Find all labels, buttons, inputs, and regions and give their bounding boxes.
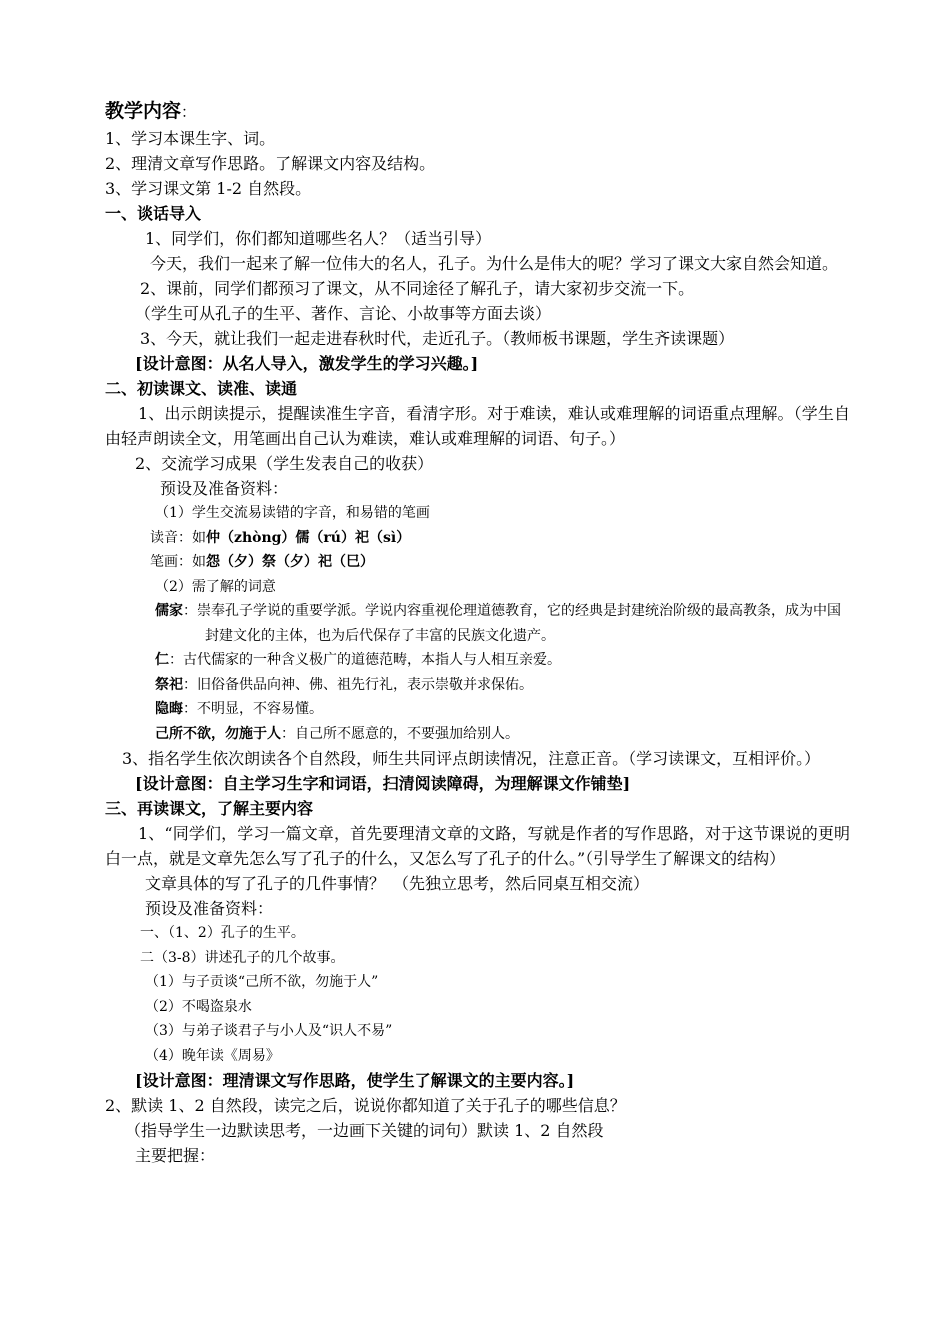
section-1-paragraph-4: （学生可从孔子的生平、著作、言论、小故事等方面去谈） [135,304,552,323]
heading-text: 教学内容 [105,100,182,122]
section-3-design-intent: [设计意图：理清课文写作思路，使学生了解课文的主要内容。] [135,1071,575,1090]
section-2-item-2: （2）需了解的词意 [155,578,276,595]
outline-item: （4）晚年读《周易》 [145,1047,280,1064]
outline-item: （1）与子贡谈“己所不欲，勿施于人” [145,974,379,990]
section-1-title: 一、谈话导入 [105,204,202,223]
term-definition: 不明显，不容易懂。 [197,701,323,717]
section-3-paragraph-5: 主要把握： [135,1146,216,1165]
term-entry [105,673,850,698]
objective-3: 3、学习课文第 1-2 自然段。 [105,179,312,198]
section-2-title: 二、初读课文、读准、读通 [105,379,298,398]
term-name: 儒家 [155,603,183,619]
term-entry [105,599,850,648]
reading-line [105,526,850,551]
reading-label: 读音：如 [150,529,206,546]
section-1-paragraph-5: 3、今天，就让我们一起走进春秋时代，走近孔子。（教师板书课题，学生齐读课题） [140,329,735,348]
section-3-paragraph-3: 2、默读 1、2 自然段，读完之后，说说你都知道了关于孔子的哪些信息？ [105,1096,626,1115]
term-definition: 自己所不愿意的，不要强加给别人。 [295,725,519,742]
term-definition: 崇奉孔子学说的重要学派。学说内容重视伦理道德教育，它的经典是封建统治阶级的最高教条，成为中国封建文化的主体，也为后代保存了丰富的民族文化遗产。 [197,603,841,644]
heading-colon: ： [181,103,197,121]
section-1-paragraph-2: 今天，我们一起来了解一位伟大的名人，孔子。为什么是伟大的呢？学习了课文大家自然会知道。 [150,254,839,273]
strokes-label: 笔画：如 [150,554,206,570]
section-3-paragraph-4: （指导学生一边默读思考，一边画下关键的词句）默读 1、2 自然段 [125,1121,604,1140]
outline-item: （3）与弟子谈君子与小人及“识人不易” [145,1023,393,1039]
term-entry [105,722,850,747]
term-separator: ： [281,725,295,742]
term-separator: ： [183,676,197,693]
section-2-paragraph-2: 2、交流学习成果（学生发表自己的收获） [135,454,434,473]
term-separator: ： [169,652,183,668]
document-body [105,98,850,1168]
section-1-design-intent: [设计意图：从名人导入，激发学生的学习兴趣。] [135,354,479,373]
objective-2: 2、理清文章写作思路。了解课文内容及结构。 [105,154,436,173]
section-2-item-1: （1）学生交流易读错的字音，和易错的笔画 [155,505,430,521]
section-3-paragraph-1: 1、“同学们，学习一篇文章，首先要理清文章的文路，写就是作者的写作思路，对于这节课说的更明白一点，就是文章先怎么写了孔子的什么，又怎么写了孔子的什么。”（引导学生了解课文的结构） [105,824,850,868]
document-heading [105,98,850,126]
section-2-prep-label: 预设及准备资料： [160,479,289,498]
outline-item: （2）不喝盗泉水 [145,998,252,1015]
term-entry [105,697,850,722]
section-2-design-intent: [设计意图：自主学习生字和词语，扫清阅读障碍，为理解课文作铺垫] [135,774,631,793]
term-name: 隐晦 [155,701,183,717]
section-3-paragraph-2: 文章具体的写了孔子的几件事情？ （先独立思考，然后同桌互相交流） [145,874,650,893]
term-entry [105,648,850,673]
section-3-title: 三、再读课文，了解主要内容 [105,799,314,818]
strokes-value: 怨（夕）祭（夕）祀（巳） [206,554,374,570]
objective-1: 1、学习本课生字、词。 [105,129,276,148]
term-name: 己所不欲，勿施于人 [155,725,281,742]
section-2-paragraph-3: 3、指名学生依次朗读各个自然段，师生共同评点朗读情况，注意正音。（学习读课文，互相评价。） [122,749,821,768]
section-2-paragraph-1: 1、出示朗读提示，提醒读准生字音，看清字形。对于难读，难认或难理解的词语重点理解。（学生自由轻声朗读全文，用笔画出自己认为难读，难认或难理解的词语、句子。） [105,404,850,448]
outline-item: 二（3-8）讲述孔子的几个故事。 [140,949,345,966]
term-definition: 古代儒家的一种含义极广的道德范畴，本指人与人相互亲爱。 [183,652,561,668]
outline-item: 一、（1、2）孔子的生平。 [140,925,305,941]
reading-value: 仲（zhòng）儒（rú）祀（sì） [206,529,411,546]
term-name: 仁 [155,652,169,668]
term-separator: ： [183,603,197,619]
term-name: 祭祀 [155,676,183,693]
strokes-line [105,550,850,575]
term-definition: 旧俗备供品向神、佛、祖先行礼，表示崇敬并求保佑。 [197,676,533,693]
section-1-paragraph-3: 2、课前，同学们都预习了课文，从不同途径了解孔子，请大家初步交流一下。 [140,279,695,298]
term-separator: ： [183,701,197,717]
section-1-paragraph-1: 1、同学们，你们都知道哪些名人？（适当引导） [145,229,492,248]
section-3-prep-label: 预设及准备资料： [145,899,274,918]
